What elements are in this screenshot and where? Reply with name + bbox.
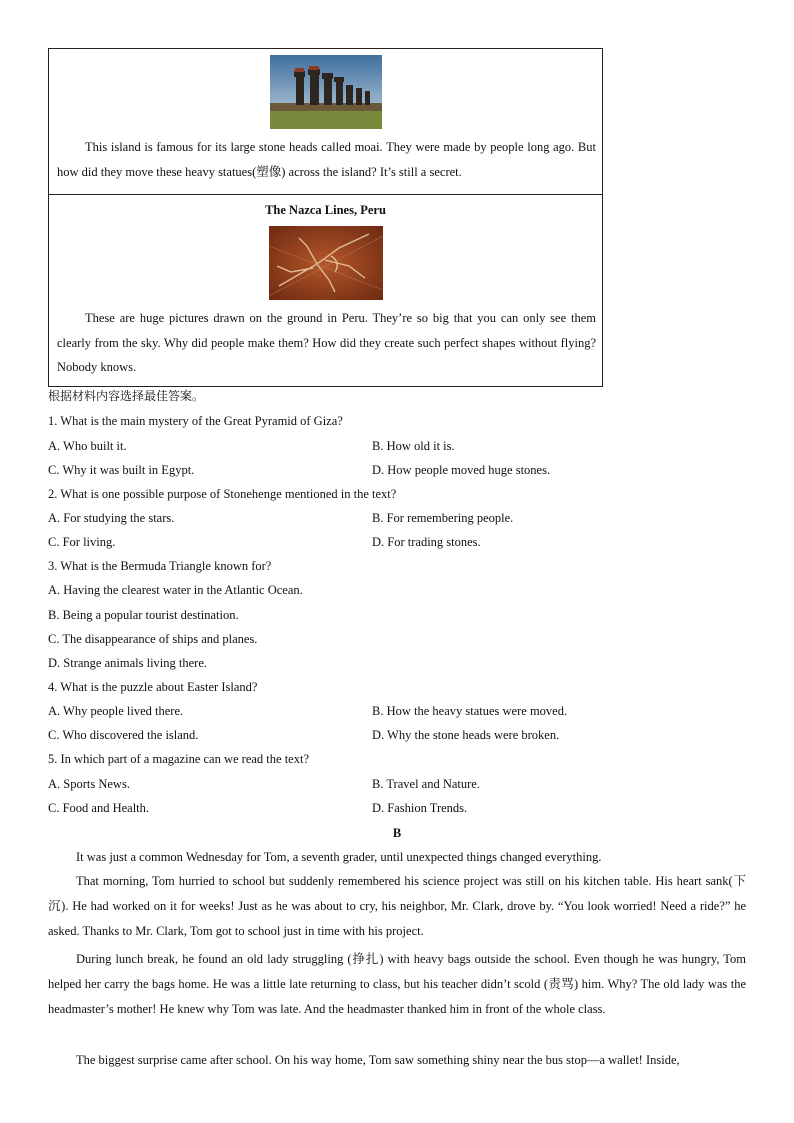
- nazca-lines-paragraph: These are huge pictures drawn on the ground in Peru. They’re so big that you can only see them clearly from the sky. Why did people make them? How did they create such perfect shapes without flying? Nobody knows.: [57, 311, 596, 374]
- question-5-stem: 5. In which part of a magazine can we read the text?: [48, 752, 309, 766]
- nazca-lines-box: [48, 194, 603, 387]
- story-paragraph-4: The biggest surprise came after school. On his way home, Tom saw something shiny near the bus stop—a wallet! Inside,: [76, 1053, 680, 1067]
- question-3-option-a[interactable]: A. Having the clearest water in the Atlantic Ocean.: [48, 583, 303, 597]
- question-5-option-a[interactable]: A. Sports News.: [48, 777, 130, 791]
- question-3-stem: 3. What is the Bermuda Triangle known for?: [48, 559, 272, 573]
- question-3-option-d[interactable]: D. Strange animals living there.: [48, 656, 207, 670]
- question-4-option-a[interactable]: A. Why people lived there.: [48, 704, 184, 718]
- question-2-stem: 2. What is one possible purpose of Stonehenge mentioned in the text?: [48, 487, 397, 501]
- question-4-option-b[interactable]: B. How the heavy statues were moved.: [372, 704, 568, 718]
- instruction-text: 根据材料内容选择最佳答案。: [48, 389, 205, 403]
- question-5-option-c[interactable]: C. Food and Health.: [48, 801, 150, 815]
- easter-island-paragraph: This island is famous for its large stone heads called moai. They were made by people long ago. But how did they move these heavy statues(塑像) across the island? It’s still a secret.: [57, 140, 596, 179]
- question-2-option-d[interactable]: D. For trading stones.: [372, 535, 481, 549]
- story-paragraph-2: That morning, Tom hurried to school but suddenly remembered his science project was still on his kitchen table. His heart sank(下沉). He had worked on it for weeks! Just as he was about to cry, his neighbor, Mr. Clark, drove by. “You look worried! Need a ride?” he asked. Thanks to Mr. Clark, Tom got to school just in time with his project.: [48, 874, 746, 939]
- question-4-stem: 4. What is the puzzle about Easter Island?: [48, 680, 258, 694]
- question-3-option-c[interactable]: C. The disappearance of ships and planes.: [48, 632, 258, 646]
- question-5-option-d[interactable]: D. Fashion Trends.: [372, 801, 468, 815]
- question-4-option-c[interactable]: C. Who discovered the island.: [48, 728, 199, 742]
- section-b-heading: B: [392, 826, 402, 840]
- story-paragraph-1: It was just a common Wednesday for Tom, a seventh grader, until unexpected things changed everything.: [76, 850, 602, 864]
- question-2-option-b[interactable]: B. For remembering people.: [372, 511, 514, 525]
- question-1-option-b[interactable]: B. How old it is.: [372, 439, 455, 453]
- nazca-hummingbird-image: [269, 226, 383, 300]
- question-1-option-d[interactable]: D. How people moved huge stones.: [372, 463, 551, 477]
- easter-island-box: [48, 48, 603, 195]
- question-1-option-a[interactable]: A. Who built it.: [48, 439, 127, 453]
- nazca-lines-title: The Nazca Lines, Peru: [265, 203, 386, 217]
- question-2-option-a[interactable]: A. For studying the stars.: [48, 511, 175, 525]
- question-4-option-d[interactable]: D. Why the stone heads were broken.: [372, 728, 560, 742]
- question-3-option-b[interactable]: B. Being a popular tourist destination.: [48, 608, 239, 622]
- question-1-stem: 1. What is the main mystery of the Great Pyramid of Giza?: [48, 414, 343, 428]
- story-paragraph-3: During lunch break, he found an old lady struggling (挣扎) with heavy bags outside the school. Even though he was hungry, Tom helped her carry the bags home. He was a little late returning to class, but his teacher didn’t scold (责骂) him. Why? The old lady was the headmaster’s mother! He knew why Tom was late. And the headmaster thanked him in front of the whole class.: [48, 952, 746, 1017]
- question-5-option-b[interactable]: B. Travel and Nature.: [372, 777, 480, 791]
- question-1-option-c[interactable]: C. Why it was built in Egypt.: [48, 463, 195, 477]
- moai-statues-image: [270, 55, 382, 129]
- question-2-option-c[interactable]: C. For living.: [48, 535, 116, 549]
